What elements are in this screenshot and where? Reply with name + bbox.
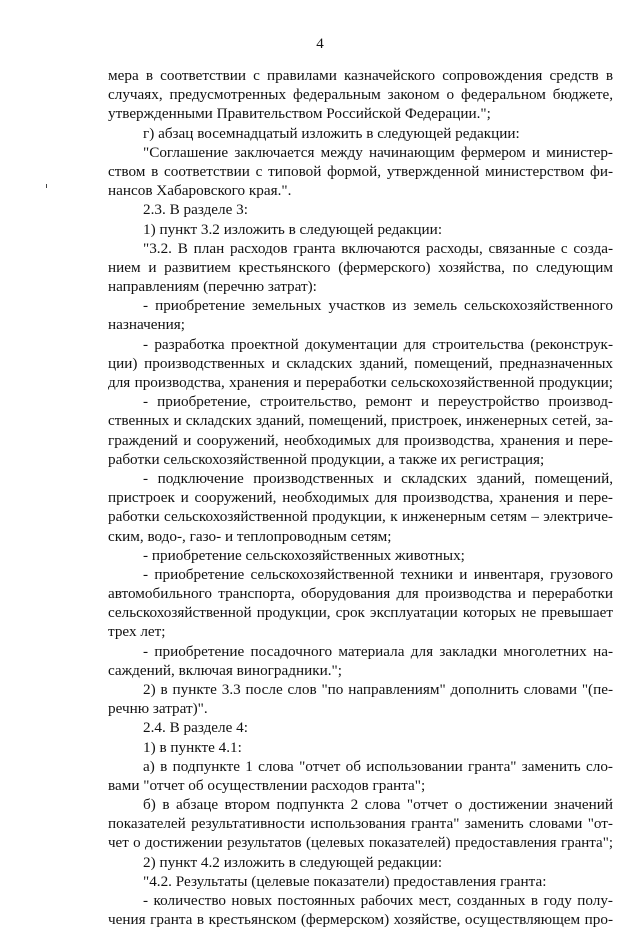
text-line: 2.3. В разделе 3:: [143, 201, 248, 219]
text-line: автомобильного транспорта, оборудования для производства и переработки: [108, 585, 613, 603]
text-line: пристроек и сооружений, необходимых для производства, хранения и пере-: [108, 489, 613, 507]
text-line: - приобретение, строительство, ремонт и переустройство производ-: [143, 393, 613, 411]
text-line: 2) в пункте 3.3 после слов "по направлениям" дополнить словами "(пе-: [143, 681, 613, 698]
text-line: чения гранта в крестьянском (фермерском) хозяйстве, осуществляющем про-: [108, 911, 613, 929]
text-line: - разработка проектной документации для строительства (реконструк-: [143, 335, 613, 353]
text-line: б) в абзаце втором подпункта 2 слова "отчет о достижении значений: [143, 796, 613, 814]
text-line: случаях, предусмотренных федеральным законом о федеральном бюджете,: [108, 86, 613, 104]
text-line: направлениям (перечню затрат):: [108, 278, 317, 296]
text-line: нием и развитием крестьянского (фермерского) хозяйства, по следующим: [108, 258, 613, 276]
text-line: вами "отчет об осуществлении расходов гранта";: [108, 776, 426, 794]
text-line: работки сельскохозяйственной продукции, а также их регистрация;: [108, 450, 545, 468]
text-line: 1) в пункте 4.1:: [143, 738, 242, 756]
text-line: утвержденными Правительством Российской Федерации.";: [108, 105, 491, 123]
text-line: - приобретение сельскохозяйственных животных;: [143, 546, 465, 564]
text-line: граждений и сооружений, необходимых для производства, хранения и пере-: [108, 431, 613, 449]
text-line: г) абзац восемнадцатый изложить в следующей редакции:: [143, 124, 520, 142]
text-line: - количество новых постоянных рабочих мест, созданных в году полу-: [143, 892, 613, 910]
scan-mark: [46, 184, 47, 188]
text-line: - приобретение земельных участков из земель сельскохозяйственного: [143, 297, 613, 315]
page-number: 4: [316, 36, 324, 52]
document-body: [108, 66, 613, 929]
text-line: ством в соответствии с типовой формой, утвержденной министерством фи-: [108, 162, 613, 180]
text-line: трех лет;: [108, 623, 166, 641]
text-line: речню затрат)".: [108, 700, 208, 718]
text-line: "3.2. В план расходов гранта включаются расходы, связанные с созда-: [143, 239, 613, 257]
text-line: 1) пункт 3.2 изложить в следующей редакции:: [143, 220, 443, 238]
text-line: 2) пункт 4.2 изложить в следующей редакции:: [143, 853, 443, 871]
text-line: - подключение производственных и складских зданий, помещений,: [143, 469, 613, 487]
text-line: мера в соответствии с правилами казначейского сопровождения средств в: [108, 67, 613, 84]
text-line: для производства, хранения и переработки сельскохозяйственной продукции;: [108, 374, 613, 391]
text-line: а) в подпункте 1 слова "отчет об использовании гранта" заменить сло-: [143, 757, 613, 775]
text-line: нансов Хабаровского края.".: [108, 182, 292, 200]
text-line: ции) производственных и складских зданий, помещений, предназначенных: [108, 354, 613, 372]
text-line: "4.2. Результаты (целевые показатели) предоставления гранта:: [143, 872, 547, 890]
text-line: работки сельскохозяйственной продукции, к инженерным сетям – электриче-: [108, 508, 613, 526]
text-line: саждений, включая виноградники.";: [108, 661, 342, 679]
text-line: ским, водо-, газо- и теплопроводным сетям;: [108, 527, 392, 545]
text-line: ственных и складских зданий, помещений, пристроек, инженерных сетей, за-: [108, 412, 613, 430]
text-line: - приобретение сельскохозяйственной техники и инвентаря, грузового: [143, 565, 613, 583]
text-line: показателей результативности использования гранта" заменить словами "от-: [108, 815, 613, 833]
text-line: "Соглашение заключается между начинающим фермером и министер-: [143, 143, 613, 161]
text-line: - приобретение посадочного материала для закладки многолетних на-: [143, 642, 613, 660]
text-line: чет о достижении результатов (целевых показателей) предоставления гранта";: [108, 834, 613, 851]
text-line: 2.4. В разделе 4:: [143, 719, 248, 737]
text-line: назначения;: [108, 316, 185, 334]
text-line: сельскохозяйственной продукции, срок эксплуатации которых не превышает: [108, 604, 613, 622]
